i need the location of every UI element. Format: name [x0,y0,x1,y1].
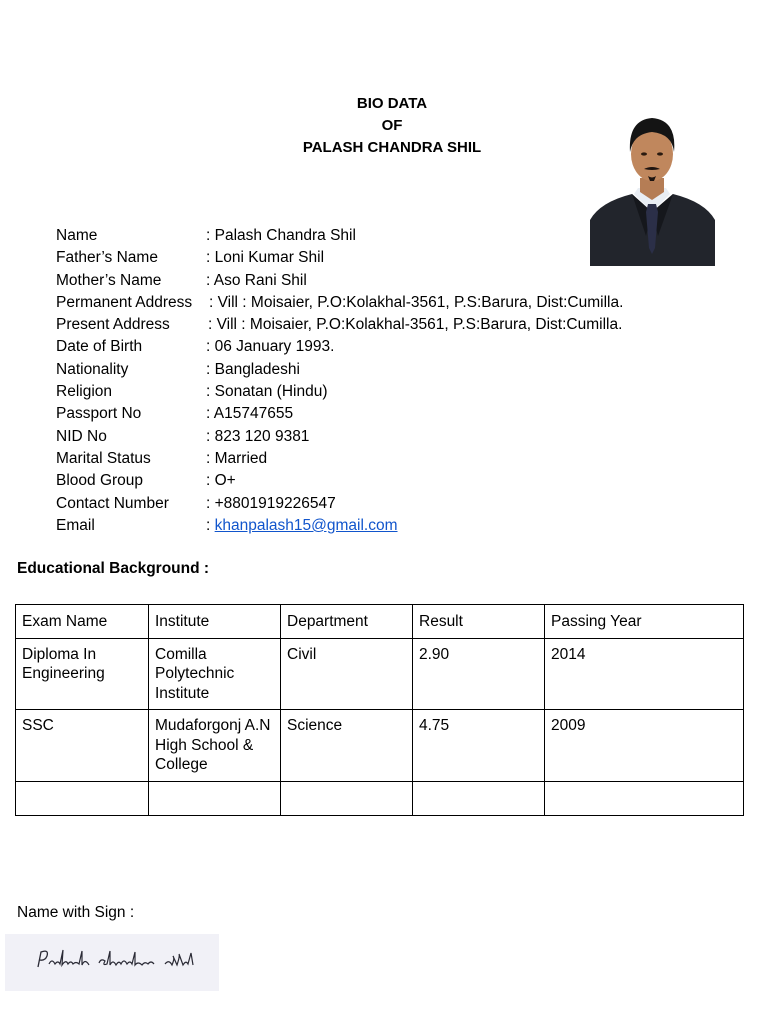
field-label: Present Address [56,316,170,334]
table-cell: Mudaforgonj A.N High School & College [149,710,281,782]
title-line-name: PALASH CHANDRA SHIL [302,139,482,156]
field-label: Religion [56,383,113,401]
field-value: : Loni Kumar Shil [206,249,325,267]
education-heading: Educational Background : [17,560,210,577]
person-portrait-icon [590,108,715,266]
field-value: : A15747655 [206,405,294,423]
field-value: : Aso Rani Shil [206,271,307,289]
table-row [16,710,744,782]
field-label: Nationality [56,360,129,378]
field-label: Email [56,516,95,534]
field-label: Passport No [56,405,142,423]
header-cell-department: Department [281,605,413,639]
table-cell [545,781,744,815]
header-cell-exam-name: Exam Name [16,605,149,639]
handwritten-signature-icon [5,934,219,991]
field-label: Mother’s Name [56,271,162,289]
field-label: NID No [56,427,107,445]
profile-photo [590,108,715,266]
table-cell [413,781,545,815]
table-cell: Comilla Polytechnic Institute [149,638,281,710]
title-line-bio-data: BIO DATA [356,95,428,112]
email-colon: : [206,516,215,534]
field-value: : +8801919226547 [206,494,336,512]
field-value: : Sonatan (Hindu) [206,383,328,401]
field-value: : Married [206,449,268,467]
field-value [206,515,398,537]
field-value: : 06 January 1993. [206,338,335,356]
table-cell: Diploma In Engineering [16,638,149,710]
field-value: : Vill : Moisaier, P.O:Kolakhal-3561, P.S:Barura, Dist:Cumilla. [208,316,623,334]
table-cell: SSC [16,710,149,782]
table-cell: Science [281,710,413,782]
header-cell-institute: Institute [149,605,281,639]
field-value: : Bangladeshi [206,360,300,378]
sign-label: Name with Sign : [17,904,135,921]
field-label: Permanent Address [56,293,193,311]
title-line-of: OF [381,117,403,134]
table-cell [281,781,413,815]
field-label: Father’s Name [56,249,158,267]
table-cell: Civil [281,638,413,710]
table-row [16,638,744,710]
table-cell: 2009 [545,710,744,782]
field-label: Blood Group [56,472,144,490]
table-cell [149,781,281,815]
field-label: Date of Birth [56,338,143,356]
header-cell-result: Result [413,605,545,639]
field-value: : Vill : Moisaier, P.O:Kolakhal-3561, P.S:Barura, Dist:Cumilla. [209,293,624,311]
education-table [15,604,744,816]
field-value: : Palash Chandra Shil [206,227,356,244]
table-cell: 4.75 [413,710,545,782]
table-cell: 2014 [545,638,744,710]
field-label: Marital Status [56,449,151,467]
field-value: : 823 120 9381 [206,427,310,445]
table-header-row [16,605,744,639]
table-cell: 2.90 [413,638,545,710]
header-cell-passing-year: Passing Year [545,605,744,639]
field-label: Contact Number [56,494,169,512]
field-value: : O+ [206,472,236,490]
field-label: Name [56,227,98,244]
table-row-empty [16,781,744,815]
table-cell [16,781,149,815]
signature-image [5,934,219,991]
email-link[interactable]: khanpalash15@gmail.com [214,516,398,534]
